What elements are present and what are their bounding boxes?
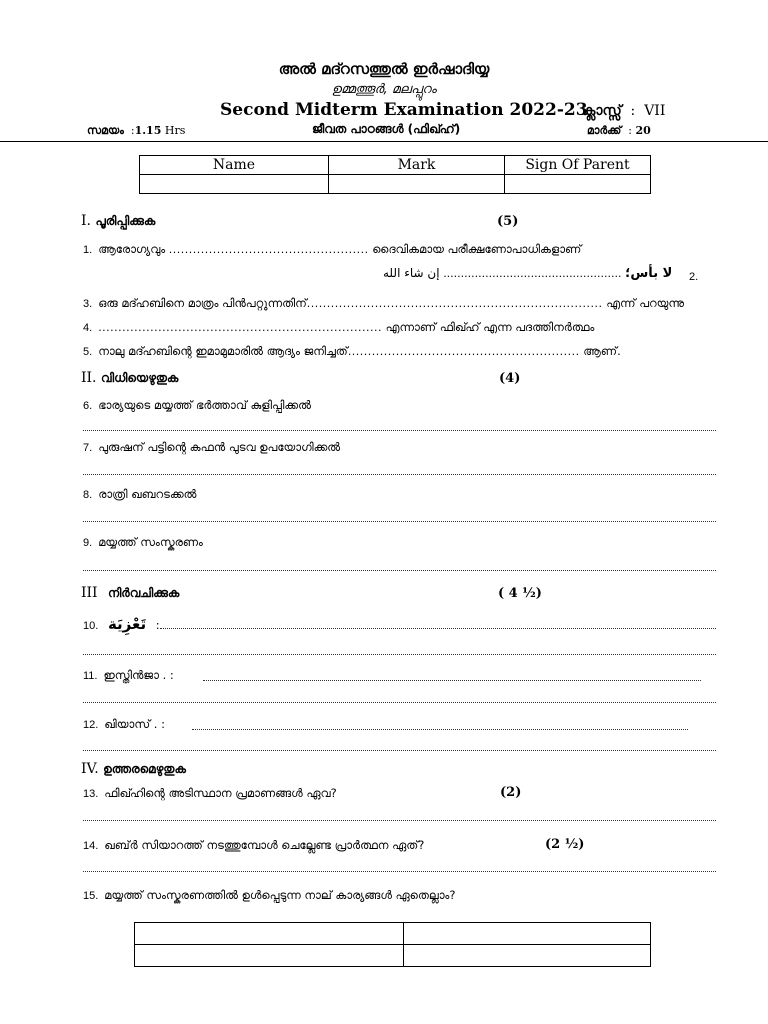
- question-6: [83, 398, 311, 413]
- q3-number: 3.: [83, 298, 93, 310]
- q9-text: മയ്യത്ത് സംസ്കരണം: [98, 535, 203, 549]
- q14-number: 14.: [83, 840, 99, 852]
- q11-text: ഇസ്തിൻജാ . :: [103, 668, 174, 682]
- section-1-numeral: I.: [81, 213, 91, 229]
- marks-value: 20: [635, 124, 651, 137]
- q5-text-after: ആണ്.: [583, 344, 621, 358]
- q15-answer-cell-1[interactable]: [135, 923, 404, 945]
- institution-location: ഉമ്മത്തൂർ, മലപ്പുറം: [331, 82, 437, 97]
- section-2-numeral: II.: [81, 370, 97, 386]
- question-15: [83, 888, 455, 903]
- q3-text-before: ഒരു മദ്ഹബിനെ മാത്രം പിൻപറ്റുന്നതിന്: [98, 296, 307, 310]
- q10-number: 10.: [83, 620, 99, 632]
- q7-text: പുരുഷന് പട്ടിന്റെ കഫൻ പുടവ ഉപയോഗിക്കൽ: [98, 440, 341, 454]
- question-13: [83, 786, 337, 801]
- q13-text: ഫിഖ്ഹിന്റെ അടിസ്ഥാന പ്രമാണങ്ങൾ ഏവ?: [104, 786, 337, 800]
- question-3: [83, 296, 684, 311]
- q15-text: മയ്യത്ത് സംസ്കരണത്തിൽ ഉൾപ്പെടുന്ന നാല് കാര്യങ്ങൾ ഏതെല്ലാം?: [104, 888, 456, 902]
- q13-marks: (2): [500, 785, 522, 800]
- q7-answer-line[interactable]: [83, 474, 716, 475]
- q1-number: 1.: [83, 244, 93, 256]
- question-9: [83, 535, 203, 550]
- class-info: [582, 103, 665, 119]
- sign-cell[interactable]: [505, 175, 651, 194]
- name-header: Name: [140, 156, 329, 175]
- q12-answer-line-1[interactable]: [192, 729, 688, 730]
- section-1-title: പൂരിപ്പിക്കുക: [95, 214, 156, 228]
- q15-answer-cell-3[interactable]: [135, 945, 404, 967]
- q5-blank[interactable]: ..........................................................: [347, 345, 580, 358]
- q13-answer-line[interactable]: [83, 820, 716, 821]
- q2-arabic-a: لا بأس؛: [625, 266, 673, 281]
- time-unit: Hrs: [164, 124, 186, 137]
- q2-number: 2.: [689, 271, 699, 283]
- class-separator: :: [626, 103, 640, 119]
- q14-text: ഖബ്ർ സിയാറത്ത് നടത്തുമ്പോൾ ചെല്ലേണ്ട പ്രാർത്ഥന ഏത്?: [104, 838, 425, 852]
- question-2: [383, 266, 672, 281]
- q8-answer-line[interactable]: [83, 521, 716, 522]
- q15-answer-table: [134, 922, 651, 967]
- question-11: [83, 668, 174, 683]
- q1-text-after: ദൈവികമായ പരീക്ഷണോപാധികളാണ്: [372, 242, 582, 256]
- q11-number: 11.: [83, 670, 98, 682]
- q6-number: 6.: [83, 400, 93, 412]
- q8-text: രാത്രി ഖബറടക്കൽ: [98, 487, 197, 501]
- q3-text-after: എന്ന് പറയുന്നു: [606, 296, 685, 310]
- time-separator: :: [127, 124, 135, 137]
- q15-answer-cell-4[interactable]: [404, 945, 651, 967]
- q1-blank[interactable]: ..................................................: [168, 243, 369, 256]
- question-14: [83, 838, 424, 853]
- q10-answer-line-2[interactable]: [83, 654, 716, 655]
- mark-cell[interactable]: [329, 175, 505, 194]
- q11-answer-line-2[interactable]: [83, 702, 716, 703]
- sign-header: Sign Of Parent: [505, 156, 651, 175]
- time-info: [87, 124, 185, 138]
- question-10: [83, 615, 160, 633]
- section-2-title: വിധിയെഴുതുക: [100, 371, 179, 385]
- question-5: [83, 344, 621, 359]
- section-3-title: നിർവചിക്കുക: [108, 586, 180, 600]
- q5-text-before: നാലു മദ്ഹബിന്റെ ഇമാമുമാരിൽ ആദ്യം ജനിച്ചത്: [98, 344, 348, 358]
- q10-arabic-term: تَعْزِيَة: [107, 615, 147, 633]
- q8-number: 8.: [83, 489, 93, 501]
- section-3-numeral: III: [81, 585, 98, 601]
- q12-text: ഖിയാസ് . :: [104, 717, 165, 731]
- marks-separator: :: [624, 124, 636, 137]
- section-3-heading: [81, 585, 179, 601]
- section-2-marks: (4): [499, 371, 521, 386]
- section-1-marks: (5): [497, 214, 519, 229]
- q13-number: 13.: [83, 788, 99, 800]
- q14-marks: (2 ½): [545, 837, 585, 852]
- q10-answer-line-1[interactable]: [160, 628, 716, 629]
- q2-blank[interactable]: ...................................................: [443, 267, 622, 280]
- q1-text-before: ആരോഗ്യവും: [98, 242, 166, 256]
- section-4-heading: [81, 761, 186, 777]
- class-value: VII: [644, 103, 666, 119]
- q10-separator: :: [155, 618, 160, 632]
- marks-label: മാർക്ക്: [587, 124, 622, 137]
- q15-number: 15.: [83, 890, 99, 902]
- q12-answer-line-2[interactable]: [83, 750, 716, 751]
- section-4-numeral: IV.: [81, 761, 99, 777]
- q9-answer-line[interactable]: [83, 570, 716, 571]
- q4-text-after: എന്നാണ് ഫിഖ്ഹ് എന്ന പദത്തിനർത്ഥം: [385, 320, 595, 334]
- subject-name: ജീവത പാഠങ്ങൾ (ഫിഖ്ഹ്): [312, 122, 461, 136]
- time-value: 1.15: [134, 124, 162, 137]
- q6-text: ഭാര്യയുടെ മയ്യത്ത് ഭർത്താവ് കുളിപ്പിക്കൽ: [98, 398, 311, 412]
- question-7: [83, 440, 340, 455]
- marks-info: [587, 124, 651, 138]
- q14-answer-line[interactable]: [83, 871, 716, 872]
- q2-arabic-b: إن شاء الله: [383, 266, 440, 280]
- q6-answer-line[interactable]: [83, 430, 716, 431]
- q15-answer-cell-2[interactable]: [404, 923, 651, 945]
- section-3-marks: ( 4 ½): [498, 586, 542, 601]
- exam-title: Second Midterm Examination 2022-23: [220, 100, 588, 120]
- question-8: [83, 487, 196, 502]
- question-4: [83, 320, 594, 335]
- q3-blank[interactable]: ..........................................................................: [306, 297, 603, 310]
- q12-number: 12.: [83, 719, 99, 731]
- question-1: [83, 242, 581, 257]
- q4-blank[interactable]: .......................................................................: [98, 321, 382, 334]
- header-divider: [0, 141, 768, 142]
- student-info-table: [139, 155, 651, 194]
- q9-number: 9.: [83, 537, 93, 549]
- q5-number: 5.: [83, 346, 93, 358]
- q11-answer-line-1[interactable]: [203, 680, 701, 681]
- mark-header: Mark: [329, 156, 505, 175]
- institution-name: അൽ മദ്റസത്തുൽ ഇർഷാദിയ്യ: [278, 60, 490, 78]
- section-2-heading: [81, 370, 178, 386]
- class-label: ക്ലാസ്സ്: [582, 103, 622, 119]
- q7-number: 7.: [83, 442, 93, 454]
- question-12: [83, 717, 165, 732]
- section-4-title: ഉത്തരമെഴുതുക: [103, 762, 186, 776]
- section-1-heading: [81, 213, 155, 229]
- time-label: സമയം: [87, 124, 124, 137]
- name-cell[interactable]: [140, 175, 329, 194]
- q4-number: 4.: [83, 322, 93, 334]
